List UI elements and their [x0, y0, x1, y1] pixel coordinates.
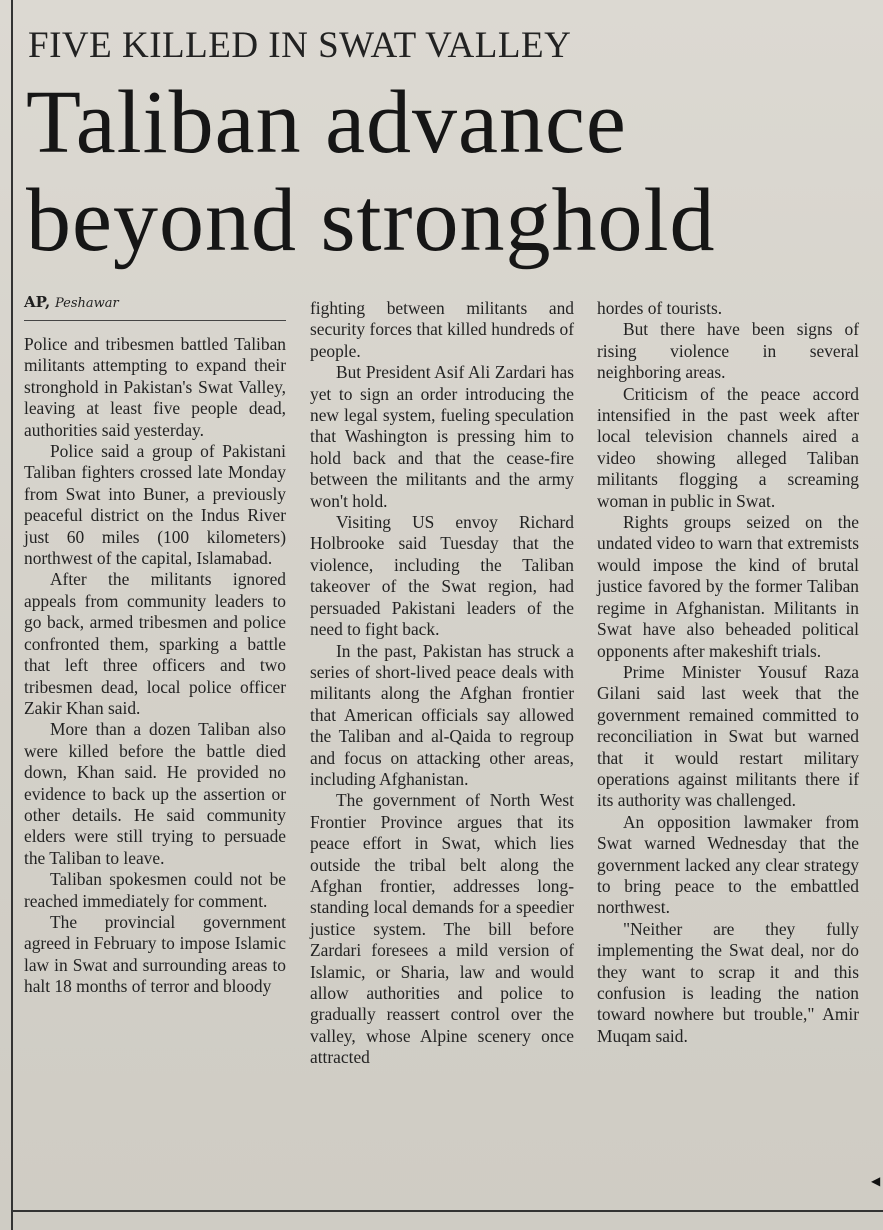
paragraph: The government of North West Frontier Province argues that its peace effort in Swat, which lies outside the tribal belt along the Afghan frontier, addresses long-standing local demands for a speedier justice system. The bill before Zardari foresees a mild version of Islamic, or Sharia, law and would allow authorities and police to gradually reassert control over the valley, whose Alpine scenery once attracted	[310, 790, 574, 1068]
bottom-rule	[11, 1210, 883, 1212]
byline-place: Peshawar	[55, 296, 119, 311]
paragraph: Rights groups seized on the undated video to warn that extremists would impose the kind of brutal justice favored by the former Taliban regime in Afghanistan. Militants in Swat have also beheaded political opponents after makeshift trials.	[597, 512, 859, 661]
paragraph: Prime Minister Yousuf Raza Gilani said last week that the government remained committed to reconciliation in Swat but warned that it would restart military operations against militants there if its authority was challenged.	[597, 661, 859, 811]
paragraph: Criticism of the peace accord intensified in the past week after local television channels aired a video showing alleged Taliban militants flogging a screaming woman in public in Swat.	[597, 383, 859, 511]
article-column-1	[24, 334, 286, 998]
paragraph: Visiting US envoy Richard Holbrooke said Tuesday that the violence, including the Taliban takeover of the Swat region, had persuaded Pakistani leaders of the need to fight back.	[310, 512, 574, 640]
headline	[26, 74, 876, 270]
paragraph: After the militants ignored appeals from community leaders to go back, armed tribesmen and police confronted them, sparking a battle that left three officers and two tribesmen dead, local police officer Zakir Khan said.	[24, 569, 286, 718]
paragraph: "Neither are they fully implementing the Swat deal, nor do they want to scrap it and this confusion is leading the nation toward nowhere but trouble," Amir Muqam said.	[597, 918, 859, 1046]
byline	[24, 292, 286, 321]
paragraph: fighting between militants and security forces that killed hundreds of people.	[310, 298, 574, 361]
paragraph: Taliban spokesmen could not be reached immediately for comment.	[24, 869, 286, 911]
paragraph: In the past, Pakistan has struck a series of short-lived peace deals with militants along the Afghan frontier that American officials say allowed the Taliban and al-Qaida to regroup and focus on attacking other areas, including Afghanistan.	[310, 640, 574, 789]
article-column-2	[310, 298, 574, 1069]
continuation-arrow-icon: ◀	[871, 1174, 881, 1188]
paragraph: But President Asif Ali Zardari has yet to sign an order introducing the new legal system, fueling speculation that Washington is pressing him to hold back and that the cease-fire between the militants and the army won't hold.	[310, 362, 574, 511]
paragraph: More than a dozen Taliban also were killed before the battle died down, Khan said. He provided no evidence to back up the assertion or other details. He said community elders were still trying to persuade the Taliban to leave.	[24, 719, 286, 868]
paragraph: The provincial government agreed in February to impose Islamic law in Swat and surrounding areas to halt 18 months of terror and bloody	[24, 911, 286, 997]
headline-line-2: beyond stronghold	[26, 171, 716, 270]
kicker: FIVE KILLED IN SWAT VALLEY	[28, 25, 572, 66]
paragraph: Police said a group of Pakistani Taliban fighters crossed late Monday from Swat into Buner, a previously peaceful district on the Indus River just 60 miles (100 kilometers) northwest of the capital, Islamabad.	[24, 441, 286, 569]
byline-agency: AP,	[24, 293, 51, 311]
article-column-3	[597, 298, 859, 1047]
column-rule-left	[11, 0, 13, 1230]
paragraph: An opposition lawmaker from Swat warned Wednesday that the government lacked any clear strategy to bring peace to the embattled northwest.	[597, 811, 859, 918]
paragraph: But there have been signs of rising violence in several neighboring areas.	[597, 319, 859, 383]
paragraph: hordes of tourists.	[597, 298, 723, 318]
headline-line-1: Taliban advance	[26, 73, 627, 172]
paragraph: Police and tribesmen battled Taliban militants attempting to expand their stronghold in Pakistan's Swat Valley, leaving at least five people dead, authorities said yesterday.	[24, 334, 286, 440]
